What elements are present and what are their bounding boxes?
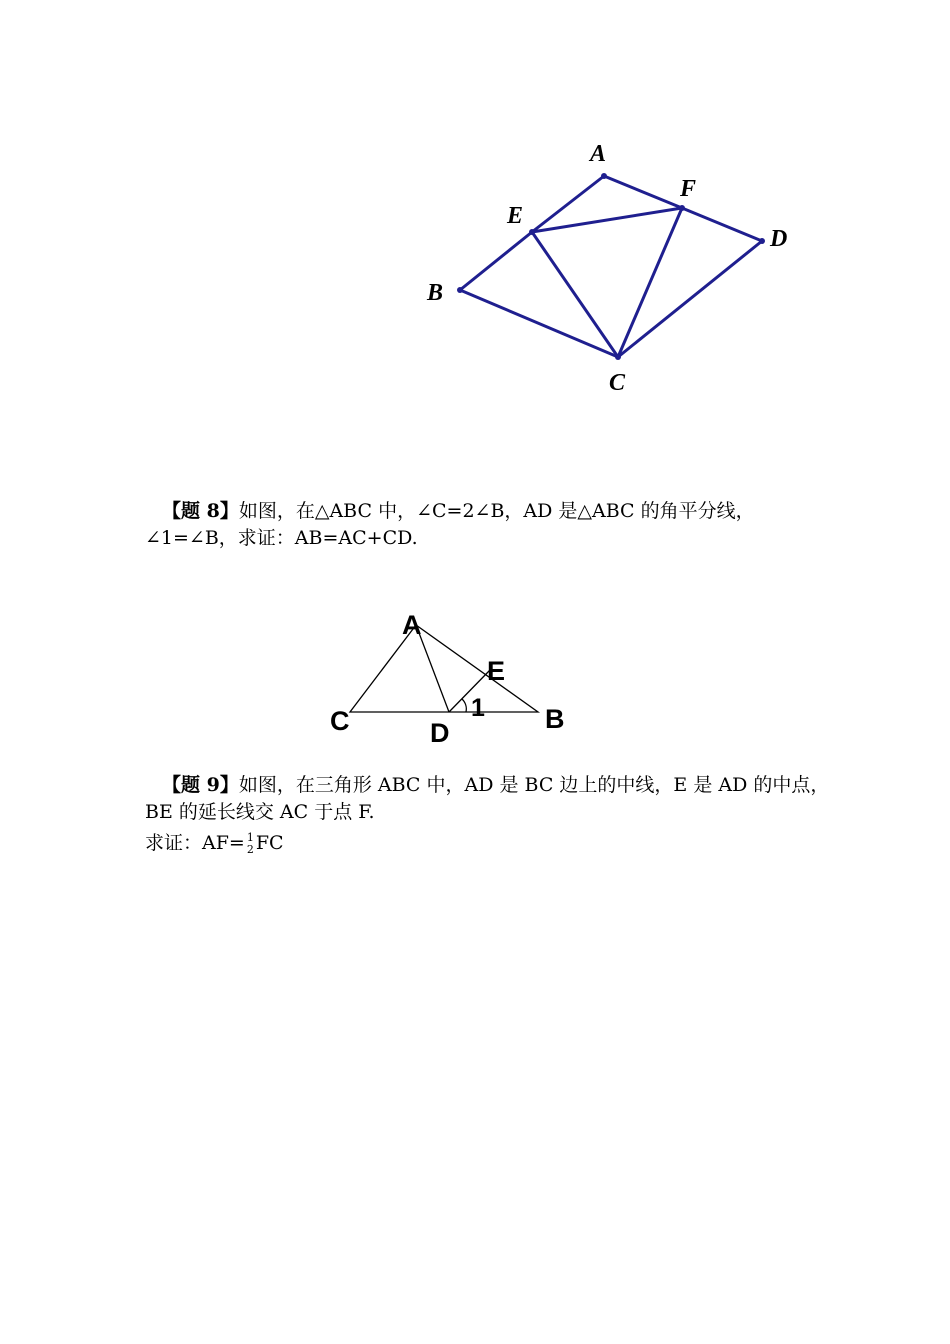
- label-e: E: [507, 203, 524, 229]
- problem-9-line-2: BE 的延长线交 AC 于点 F.: [145, 801, 375, 823]
- label-f: F: [680, 176, 697, 202]
- label-1: 1: [471, 694, 485, 722]
- problem-9: [145, 772, 845, 857]
- label-c: C: [609, 370, 626, 396]
- fraction-numerator: 1: [246, 831, 254, 844]
- figure2-lines: [350, 625, 538, 712]
- label-d2: D: [430, 718, 450, 748]
- problem-8-tag: 【题 8】: [162, 500, 239, 522]
- problem-8-line-2: ∠1=∠B，求证：AB=AC+CD.: [145, 527, 418, 549]
- fraction-denominator: 2: [246, 843, 254, 856]
- label-a2: A: [402, 610, 422, 640]
- label-d: D: [770, 226, 788, 252]
- label-c2: C: [330, 706, 350, 736]
- fraction-one-half: [247, 832, 254, 856]
- label-a: A: [590, 141, 607, 167]
- problem-9-line-3: [145, 830, 845, 857]
- problem-9-prove-suffix: FC: [255, 832, 284, 854]
- angle-1-arc: [462, 699, 466, 712]
- problem-9-prove-prefix: 求证：AF=: [145, 832, 245, 854]
- problem-9-line-1: [145, 772, 845, 799]
- problem-9-text-1: 如图，在三角形 ABC 中，AD 是 BC 边上的中线，E 是 AD 的中点，: [238, 774, 830, 796]
- label-e2: E: [487, 656, 506, 686]
- label-b: B: [427, 280, 444, 306]
- label-b2: B: [545, 704, 565, 734]
- problem-8-text-1: 如图，在△ABC 中，∠C=2∠B，AD 是△ABC 的角平分线，: [238, 500, 755, 522]
- problem-9-tag: 【题 9】: [162, 774, 239, 796]
